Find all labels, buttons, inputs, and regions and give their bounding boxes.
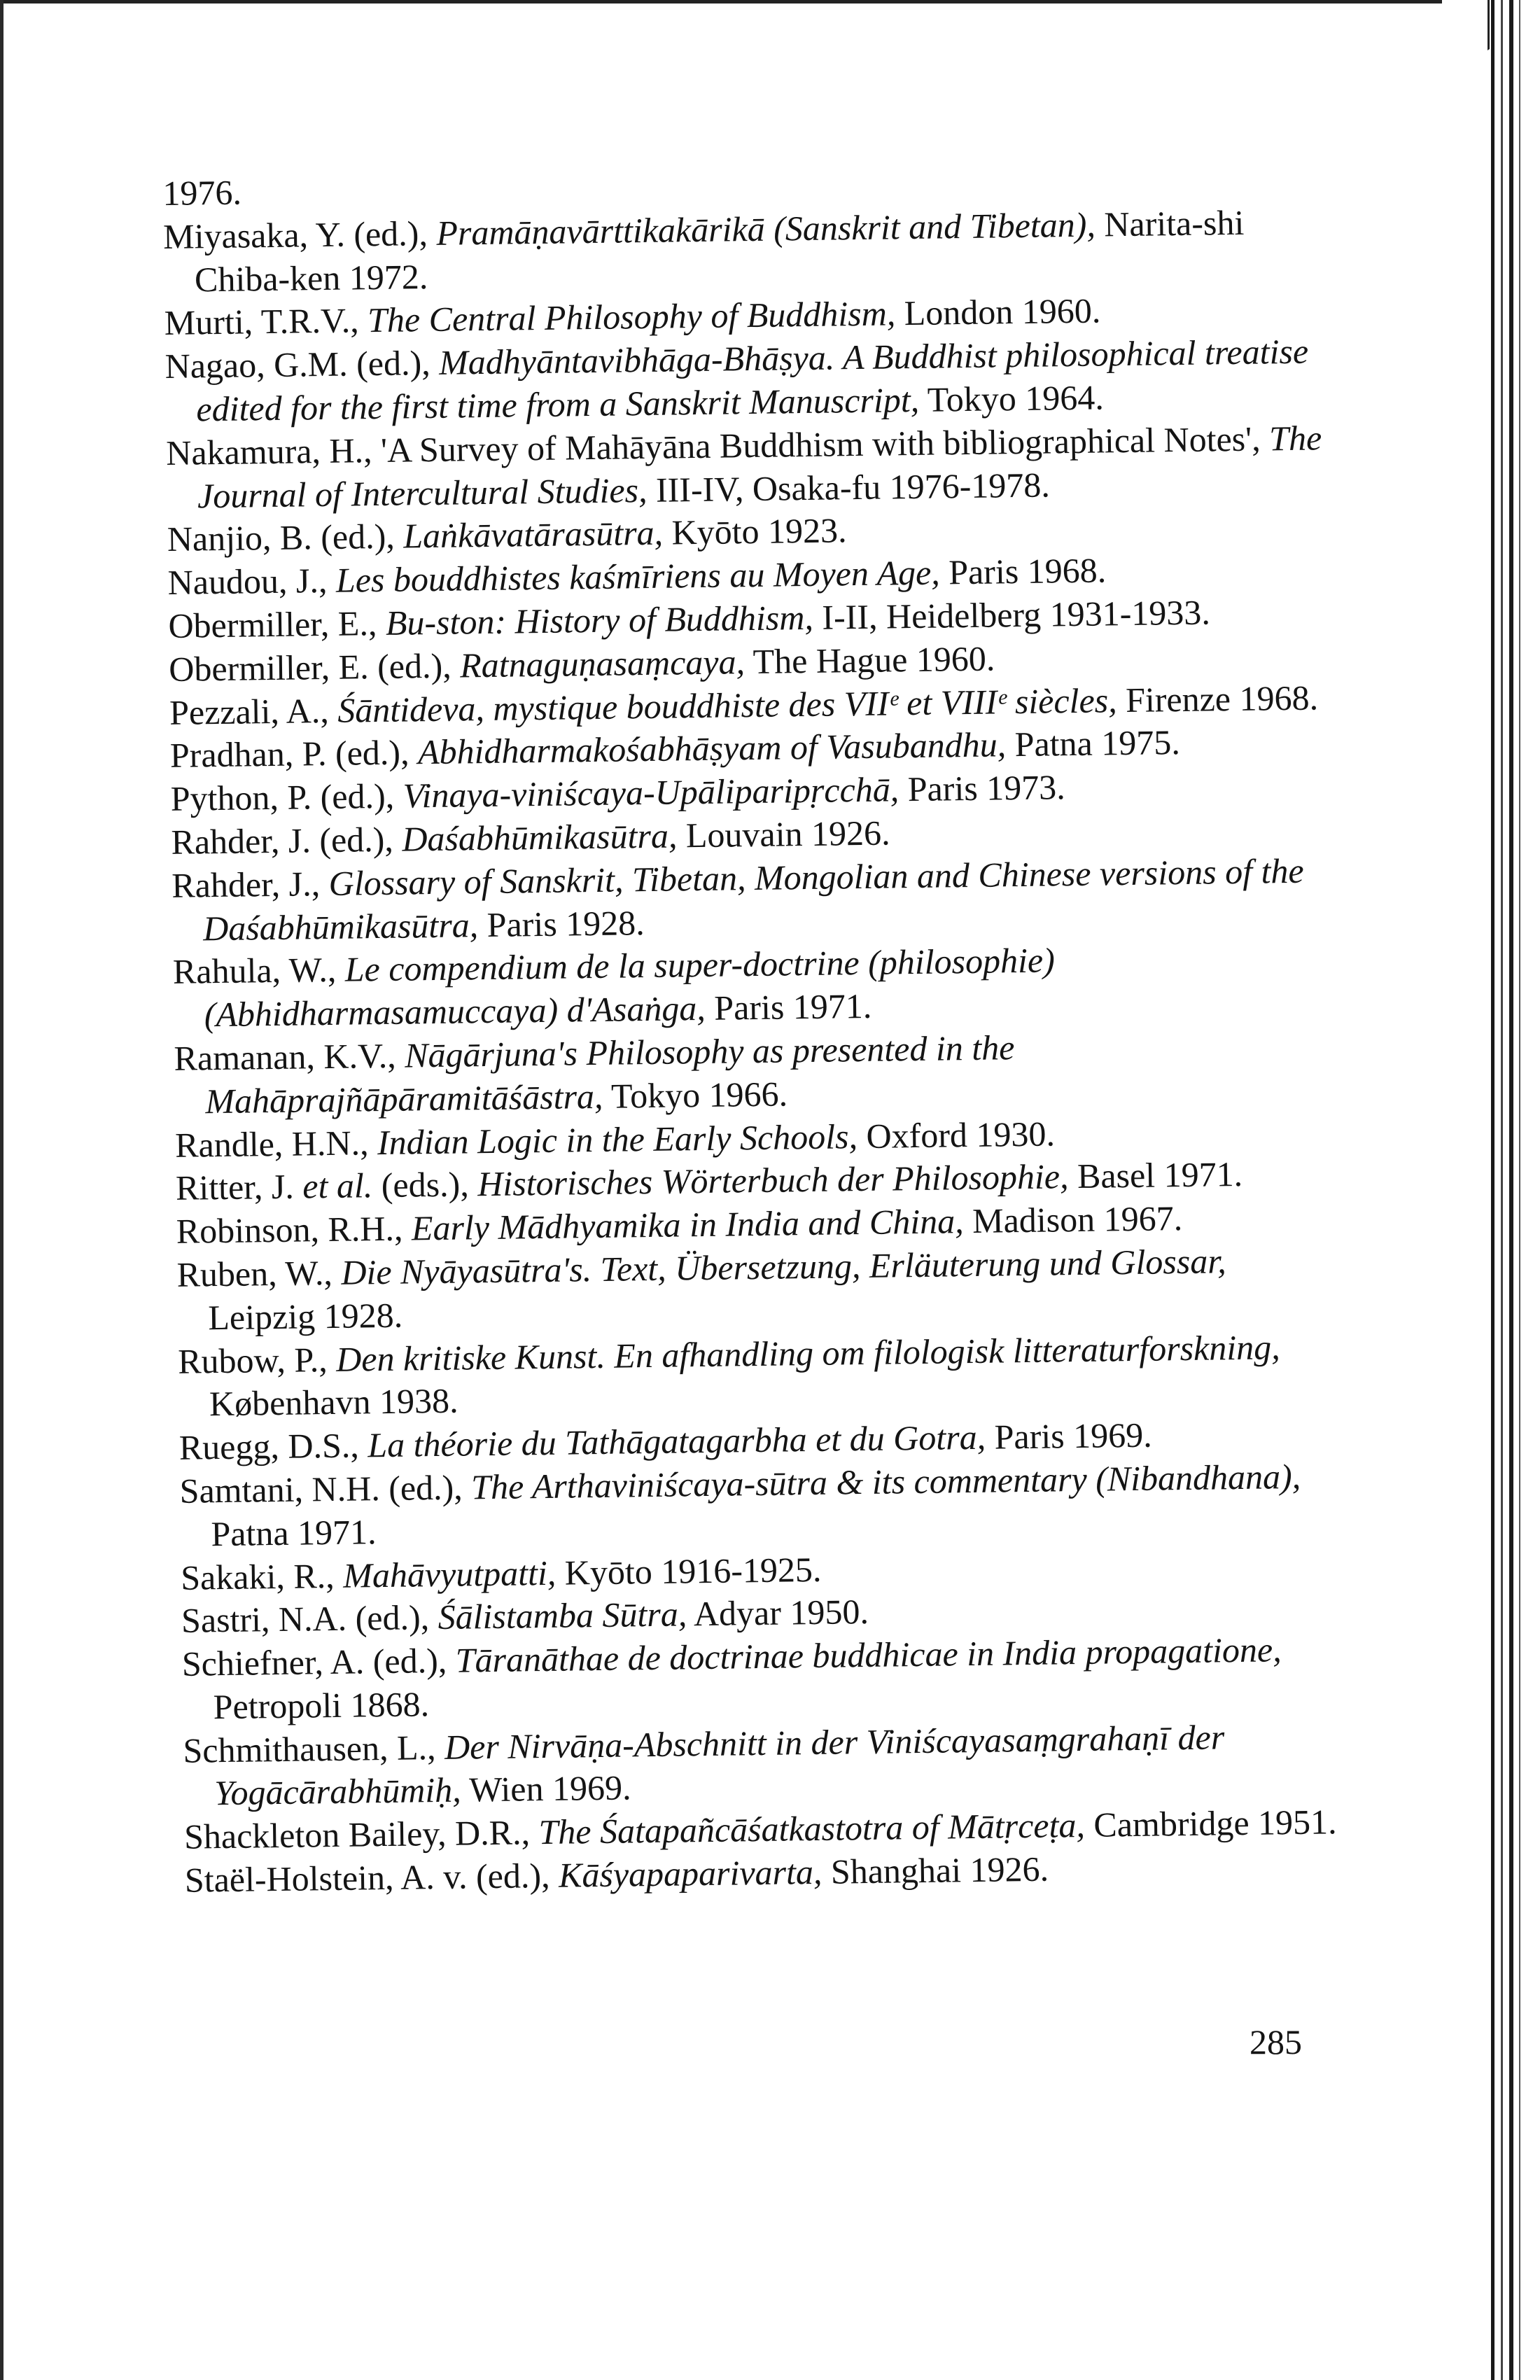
entry-rest: Paris 1968. <box>939 550 1107 592</box>
entry-author: Pradhan, P. (ed.), <box>169 732 419 776</box>
entry-author: Ruegg, D.S., <box>178 1425 368 1467</box>
bibliography-entry <box>173 936 1336 1037</box>
entry-author: Nakamura, H., <box>165 430 382 472</box>
bibliography-entry <box>178 1325 1340 1427</box>
scan-border-left <box>0 0 4 2380</box>
entry-author: Miyasaka, Y. (ed.), <box>162 213 437 256</box>
entry-title: Abhidharmakośabhāṣyam of Vasubandhu, <box>417 724 1007 772</box>
entry-rest: Cambridge 1951. <box>1084 1802 1337 1845</box>
entry-title: Nāgārjuna's Philosophy as presented in the Mahāprajñāpāramitāśāstra, <box>205 1028 1015 1121</box>
entry-title: Laṅkāvatārasūtra, <box>402 513 664 556</box>
entry-author: Robinson, R.H., <box>176 1208 412 1251</box>
entry-author: Staël-Holstein, A. v. (ed.), <box>184 1855 559 1900</box>
entry-rest: Shanghai 1926. <box>822 1849 1049 1891</box>
entry-rest: Oxford 1930. <box>857 1113 1056 1156</box>
entry-rest: Kyōto 1923. <box>662 510 847 553</box>
entry-title: Śāntideva, mystique bouddhiste des VIIᵉ et VIIIᵉ siècles, <box>337 680 1117 730</box>
entry-title: The Central Philosophy of Buddhism, <box>367 293 896 340</box>
entry-author: Obermiller, E. (ed.), <box>168 645 461 689</box>
entry-author: Schiefner, A. (ed.), <box>181 1640 456 1684</box>
entry-rest: Paris 1969. <box>985 1415 1153 1457</box>
entry-title: Le compendium de la super-doctrine (philosophie) (Abhidharmasamuccaya) d'Asaṅga, <box>204 940 1056 1035</box>
entry-title: The Śatapañcāśatkastotra of Mātṛceṭa, <box>538 1805 1086 1852</box>
entry-rest: I-II, Heidelberg 1931-1933. <box>813 592 1211 637</box>
entry-author: Nagao, G.M. (ed.), <box>164 343 440 386</box>
bibliography-entry <box>176 1238 1339 1340</box>
entry-rest: Patna 1971. <box>211 1511 377 1553</box>
entry-rest: Narita-shi Chiba-ken 1972. <box>194 202 1245 300</box>
bibliography-entry <box>179 1455 1342 1556</box>
page-number: 285 <box>1250 2022 1302 2062</box>
page-edge-line <box>1491 0 1494 2380</box>
entry-rest: Petropoli 1868. <box>213 1684 430 1727</box>
bibliography-entry <box>164 330 1327 431</box>
entry-rest: København 1938. <box>209 1380 458 1424</box>
page-edge-line <box>1501 0 1503 2380</box>
entry-title: Early Mādhyamika in India and China, <box>411 1201 965 1248</box>
entry-rest2: III-IV, Osaka-fu 1976-1978. <box>647 465 1051 510</box>
entry-title: Indian Logic in the Early Schools, <box>377 1116 858 1162</box>
entry-author: Sakaki, R., <box>180 1555 344 1597</box>
entry-author: Murti, T.R.V., <box>164 300 368 343</box>
entry-rest: Adyar 1950. <box>686 1592 869 1634</box>
entry-title: Les bouddhistes kaśmīriens au Moyen Age, <box>335 552 941 600</box>
entry-author: Obermiller, E., <box>168 603 386 645</box>
entry-title: La théorie du Tathāgatagarbha et du Gotra, <box>367 1417 986 1465</box>
entry-author: Rahder, J. (ed.), <box>171 819 402 862</box>
entry-author: Ritter, J. <box>175 1166 303 1208</box>
bibliography-entry <box>182 1628 1345 1729</box>
entry-title: Die Nyāyasūtra's. Text, Übersetzung, Erläuterung und Glossar, <box>340 1241 1227 1292</box>
entry-title: Der Nirvāṇa-Abschnitt in der Viniścayasaṃgrahaṇī der Yogācārabhūmiḥ, <box>214 1717 1225 1813</box>
entry-title: Śālistamba Sūtra, <box>438 1594 687 1637</box>
entry-title: Daśabhūmikasūtra, <box>401 816 678 859</box>
entry-rest: 'A Survey of Mahāyāna Buddhism with bibliographical Notes', <box>380 419 1270 470</box>
entry-author: Naudou, J., <box>167 560 337 603</box>
entry-rest: Paris 1973. <box>898 767 1066 809</box>
entry-title: Kāśyapaparivarta, <box>558 1851 822 1895</box>
entry-title: Tāranāthae de doctrinae buddhicae in India propagatione, <box>455 1630 1282 1680</box>
entry-rest: Kyōto 1916-1925. <box>555 1549 822 1592</box>
page-edge-line <box>1509 0 1513 2380</box>
entry-rest: The Hague 1960. <box>744 638 995 681</box>
entry-author: Ramanan, K.V., <box>174 1035 405 1078</box>
entry-title: Madhyāntavibhāga-Bhāṣya. A Buddhist philosophical treatise edited for the first time from a Sanskrit Manuscript, <box>196 331 1309 429</box>
entry-title: The Arthaviniścaya-sūtra & its commentary (Nibandhana), <box>470 1456 1301 1507</box>
entry-rest: Tokyo 1964. <box>918 377 1105 419</box>
entry-author: Sastri, N.A. (ed.), <box>181 1597 439 1641</box>
entry-author: Shackleton Bailey, D.R., <box>183 1812 539 1857</box>
entry-rest: Paris 1971. <box>705 986 872 1028</box>
entry-author: Samtani, N.H. (ed.), <box>179 1467 472 1511</box>
entry-title: Glossary of Sanskrit, Tibetan, Mongolian and Chinese versions of the Daśabhūmikasūtra, <box>202 850 1304 948</box>
entry-author: Rahula, W., <box>172 950 346 992</box>
entry-rest: Leipzig 1928. <box>208 1295 403 1338</box>
entry-rest: (eds.), <box>372 1164 478 1205</box>
bibliography-entry <box>163 200 1326 302</box>
entry-author: Rahder, J., <box>171 863 330 905</box>
bibliography-list <box>162 157 1347 1902</box>
entry-title: Vinaya-viniścaya-Upāliparipṛcchā, <box>402 769 899 816</box>
entry-title: et al. <box>302 1166 373 1206</box>
entry-title2: The Journal of Intercultural Studies, <box>197 418 1322 515</box>
entry-rest: Wien 1969. <box>461 1768 631 1810</box>
entry-rest: London 1960. <box>895 290 1101 333</box>
entry-title2: Historisches Wörterbuch der Philosophie, <box>477 1156 1069 1204</box>
entry-author: Schmithausen, L., <box>183 1727 445 1770</box>
entry-rest2: Basel 1971. <box>1068 1154 1243 1196</box>
entry-title: Bu-ston: History of Buddhism, <box>385 597 814 643</box>
entry-rest: Madison 1967. <box>963 1198 1183 1241</box>
entry-rest: Firenze 1968. <box>1116 678 1319 720</box>
scan-border-top <box>0 0 1442 4</box>
entry-author: Python, P. (ed.), <box>170 776 404 819</box>
bibliography-entry <box>174 1022 1336 1124</box>
entry-title: Ratnaguṇasaṃcaya, <box>459 641 746 685</box>
bibliography-entry <box>172 849 1334 951</box>
bibliography-entry <box>166 416 1329 518</box>
entry-title: Den kritiske Kunst. En afhandling om filologisk litteraturforskning, <box>335 1326 1281 1379</box>
entry-author: Ruben, W., <box>176 1252 342 1294</box>
bibliography-entry <box>183 1714 1345 1816</box>
entry-rest: 1976. <box>162 172 242 213</box>
entry-rest: Louvain 1926. <box>677 813 890 855</box>
entry-author: Rubow, P., <box>177 1339 337 1381</box>
entry-title: Mahāvyutpatti, <box>342 1553 556 1595</box>
entry-title: Pramāṇavārttikakārikā (Sanskrit and Tibetan), <box>435 204 1096 253</box>
entry-author: Randle, H.N., <box>174 1122 378 1165</box>
entry-author: Pezzali, A., <box>169 690 338 732</box>
page-edge-line <box>1519 0 1520 2380</box>
entry-rest: Tokyo 1966. <box>603 1074 788 1116</box>
entry-rest: Paris 1928. <box>477 902 645 944</box>
entry-rest: Patna 1975. <box>1005 722 1181 764</box>
entry-author: Nanjio, B. (ed.), <box>167 516 404 559</box>
